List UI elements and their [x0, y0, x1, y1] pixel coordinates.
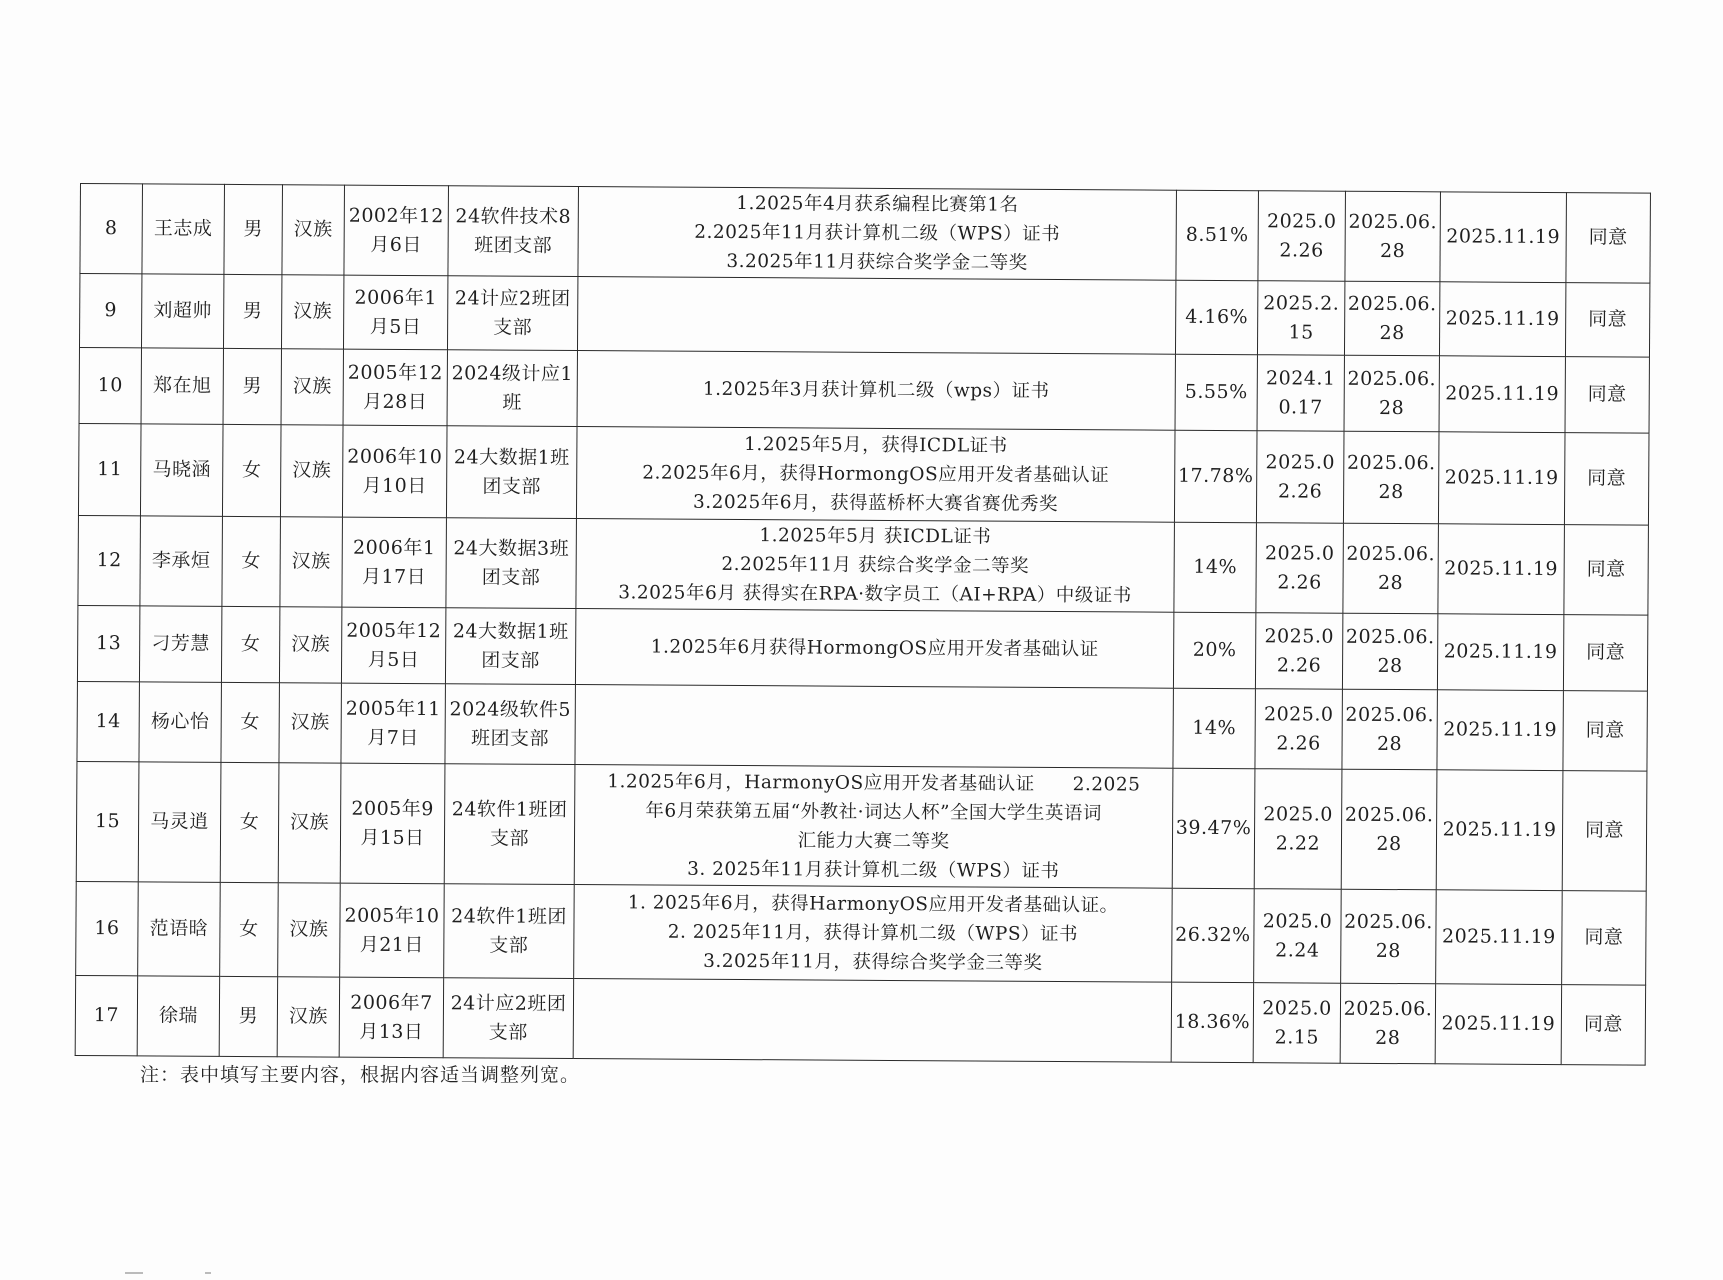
cell-date-2: 2025.06.28	[1344, 281, 1439, 356]
cell-opinion: 同意	[1564, 433, 1649, 526]
award-line: 3. 2025年11月获计算机二级（WPS）证书	[687, 858, 1060, 882]
cell-date-2: 2025.06.28	[1343, 431, 1439, 524]
cell-ratio: 17.78%	[1174, 430, 1257, 522]
cell-gender: 女	[222, 424, 281, 516]
cell-date-1: 2025.02.26	[1256, 431, 1344, 524]
cell-birth-date: 2002年12月6日	[344, 185, 449, 276]
award-line: 1.2025年6月获得HormongOS应用开发者基础认证	[650, 636, 1099, 661]
cell-league-branch: 24软件技术8班团支部	[448, 186, 579, 277]
cell-ratio: 14%	[1173, 688, 1255, 768]
cell-date-3: 2025.11.19	[1436, 890, 1563, 985]
cell-birth-date: 2006年10月10日	[342, 425, 447, 518]
cell-number: 16	[76, 881, 139, 975]
cell-opinion: 同意	[1563, 691, 1647, 772]
cell-ethnicity: 汉族	[281, 349, 343, 425]
cell-number: 8	[80, 184, 143, 274]
cell-date-1: 2025.02.26	[1256, 523, 1344, 614]
cell-league-branch: 24计应2班团支部	[447, 276, 577, 351]
cell-date-3: 2025.11.19	[1438, 524, 1565, 615]
cell-birth-date: 2005年9月15日	[340, 763, 445, 884]
table-row	[79, 274, 1649, 358]
cell-awards	[575, 685, 1173, 769]
cell-date-1: 2024.10.17	[1257, 355, 1344, 432]
cell-birth-date: 2005年10月21日	[340, 883, 445, 978]
cell-number: 9	[79, 274, 141, 348]
cell-birth-date: 2005年12月28日	[343, 349, 447, 426]
cell-date-2: 2025.06.28	[1341, 769, 1437, 890]
award-line: 3.2025年6月 获得实在RPA·数字员工（AI+RPA）中级证书	[618, 582, 1132, 607]
cell-opinion: 同意	[1562, 891, 1647, 986]
table-row	[75, 975, 1645, 1065]
cell-name: 王志成	[142, 184, 225, 274]
cell-league-branch: 24大数据3班团支部	[446, 518, 577, 609]
cell-opinion: 同意	[1563, 615, 1647, 692]
cell-date-2: 2025.06.28	[1341, 889, 1437, 984]
cell-date-2: 2025.06.28	[1344, 355, 1439, 432]
table-row	[79, 348, 1649, 434]
award-line: 3.2025年6月，获得蓝桥杯大赛省赛优秀奖	[692, 491, 1059, 515]
table-row	[78, 423, 1649, 525]
cell-number: 10	[79, 348, 141, 424]
cell-date-2: 2025.06.28	[1342, 613, 1437, 690]
cell-date-1: 2025.02.22	[1254, 769, 1342, 890]
cell-opinion: 同意	[1562, 771, 1647, 892]
cell-date-1: 2025.02.24	[1254, 889, 1342, 984]
cell-name: 刁芳慧	[139, 606, 221, 682]
footnote: 注：表中填写主要内容，根据内容适当调整列宽。	[140, 1064, 581, 1086]
cell-gender: 女	[220, 762, 279, 882]
cell-date-2: 2025.06.28	[1340, 983, 1435, 1064]
cell-date-2: 2025.06.28	[1345, 191, 1441, 282]
cell-name: 马晓涵	[140, 424, 223, 516]
cell-ratio: 5.55%	[1175, 354, 1257, 430]
cell-date-3: 2025.11.19	[1439, 356, 1565, 433]
cell-ethnicity: 汉族	[282, 185, 345, 275]
cell-opinion: 同意	[1565, 283, 1649, 358]
member-roster-table	[75, 183, 1651, 1066]
cell-gender: 女	[221, 682, 279, 762]
cell-awards	[577, 277, 1175, 355]
cell-opinion: 同意	[1564, 525, 1649, 616]
cell-date-3: 2025.11.19	[1435, 984, 1561, 1065]
cell-ethnicity: 汉族	[279, 683, 341, 763]
table-row	[77, 681, 1647, 771]
cell-ratio: 4.16%	[1175, 280, 1257, 354]
cell-ratio: 26.32%	[1172, 888, 1255, 982]
cell-opinion: 同意	[1561, 985, 1645, 1066]
cell-ethnicity: 汉族	[277, 977, 339, 1057]
cell-awards	[574, 765, 1173, 889]
cell-gender: 男	[224, 184, 283, 274]
cell-birth-date: 2006年7月13日	[339, 977, 443, 1058]
cell-ratio: 8.51%	[1176, 190, 1259, 280]
cell-date-3: 2025.11.19	[1437, 614, 1563, 691]
award-line: 1.2025年5月，获得ICDL证书	[744, 434, 1008, 457]
cell-date-1: 2025.02.15	[1253, 983, 1340, 1064]
roster-body	[75, 184, 1650, 1066]
cell-gender: 女	[222, 516, 281, 606]
cell-ethnicity: 汉族	[278, 883, 341, 977]
cell-awards	[577, 351, 1175, 431]
cell-number: 13	[77, 605, 139, 681]
cell-ratio: 18.36%	[1171, 982, 1253, 1062]
cell-gender: 男	[219, 976, 277, 1056]
cell-league-branch: 2024级计应1班	[447, 350, 577, 427]
cell-gender: 女	[221, 606, 279, 682]
cell-ethnicity: 汉族	[281, 275, 343, 349]
cell-gender: 女	[220, 882, 279, 976]
cell-date-3: 2025.11.19	[1440, 192, 1567, 283]
award-line: 1.2025年6月，HarmonyOS应用开发者基础认证 2.2025	[607, 770, 1141, 795]
cell-date-3: 2025.11.19	[1437, 690, 1563, 771]
award-line: 3.2025年11月，获得综合奖学金三等奖	[703, 950, 1043, 974]
cell-date-2: 2025.06.28	[1342, 689, 1437, 770]
award-line: 年6月荣获第五届“外教社·词达人杯”全国大学生英语词	[645, 799, 1103, 824]
cell-date-3: 2025.11.19	[1439, 282, 1565, 357]
cell-ratio: 14%	[1174, 522, 1257, 612]
cell-birth-date: 2006年1月17日	[342, 517, 447, 608]
cell-date-3: 2025.11.19	[1438, 432, 1565, 525]
award-line: 1.2025年5月 获ICDL证书	[759, 525, 992, 548]
award-line: 2.2025年11月 获综合奖学金二等奖	[721, 553, 1030, 577]
table-row	[76, 761, 1647, 891]
cell-awards	[575, 609, 1173, 689]
award-line: 2.2025年11月获计算机二级（WPS）证书	[694, 221, 1061, 245]
award-line: 汇能力大赛二等奖	[797, 829, 950, 852]
award-line: 1.2025年3月获计算机二级（wps）证书	[702, 378, 1050, 402]
cell-awards	[576, 519, 1175, 613]
cell-birth-date: 2006年1月5日	[343, 275, 447, 350]
cell-ratio: 39.47%	[1172, 768, 1255, 888]
cell-league-branch: 24软件1班团支部	[444, 884, 575, 979]
cell-league-branch: 24计应2班团支部	[443, 978, 573, 1059]
cell-opinion: 同意	[1566, 193, 1651, 284]
cell-league-branch: 24软件1班团支部	[444, 764, 575, 885]
award-line: 2. 2025年11月，获得计算机二级（WPS）证书	[667, 921, 1079, 946]
cell-awards	[574, 885, 1173, 983]
table-row	[76, 881, 1647, 985]
cell-date-2: 2025.06.28	[1343, 523, 1439, 614]
table-row	[80, 184, 1651, 284]
cell-ethnicity: 汉族	[280, 425, 343, 517]
cell-league-branch: 24大数据1班团支部	[446, 426, 577, 519]
cell-awards	[576, 427, 1175, 523]
cell-number: 17	[75, 975, 137, 1055]
cell-birth-date: 2005年11月7日	[341, 683, 445, 764]
cell-awards	[573, 979, 1171, 1063]
cell-name: 范语晗	[138, 882, 221, 976]
award-line: 2.2025年6月，获得HormongOS应用开发者基础认证	[642, 462, 1110, 487]
cell-number: 15	[76, 761, 139, 881]
cell-date-3: 2025.11.19	[1436, 770, 1563, 891]
cell-number: 14	[77, 681, 139, 761]
cell-gender: 男	[223, 348, 281, 424]
cell-ethnicity: 汉族	[279, 607, 341, 683]
cell-name: 李承烜	[140, 516, 223, 606]
cell-gender: 男	[223, 274, 281, 348]
cell-birth-date: 2005年12月5日	[341, 607, 445, 684]
award-line: 1. 2025年6月，获得HarmonyOS应用开发者基础认证。	[627, 892, 1119, 917]
cell-number: 11	[78, 423, 141, 515]
cell-name: 郑在旭	[141, 348, 223, 424]
table-row	[78, 515, 1649, 615]
cell-awards	[578, 187, 1177, 281]
cell-date-1: 2025.02.26	[1258, 191, 1346, 282]
cell-number: 12	[78, 515, 141, 605]
cell-date-1: 2025.2.15	[1257, 281, 1344, 356]
cell-ratio: 20%	[1173, 612, 1255, 688]
cell-name: 徐瑞	[137, 976, 219, 1056]
cell-ethnicity: 汉族	[280, 517, 343, 607]
cell-name: 杨心怡	[139, 682, 221, 762]
cell-name: 刘超帅	[141, 274, 223, 348]
cell-date-1: 2025.02.26	[1255, 689, 1342, 770]
cell-league-branch: 2024级软件5班团支部	[445, 684, 575, 765]
table-row	[77, 605, 1647, 691]
award-line: 3.2025年11月获综合奖学金二等奖	[726, 250, 1028, 274]
cell-ethnicity: 汉族	[278, 763, 341, 883]
cell-date-1: 2025.02.26	[1255, 613, 1342, 690]
cell-league-branch: 24大数据1班团支部	[445, 608, 575, 685]
cell-opinion: 同意	[1565, 357, 1649, 434]
cell-name: 马灵逍	[138, 762, 221, 882]
page-edge-marks	[125, 1272, 235, 1275]
award-line: 1.2025年4月获系编程比赛第1名	[736, 193, 1019, 216]
